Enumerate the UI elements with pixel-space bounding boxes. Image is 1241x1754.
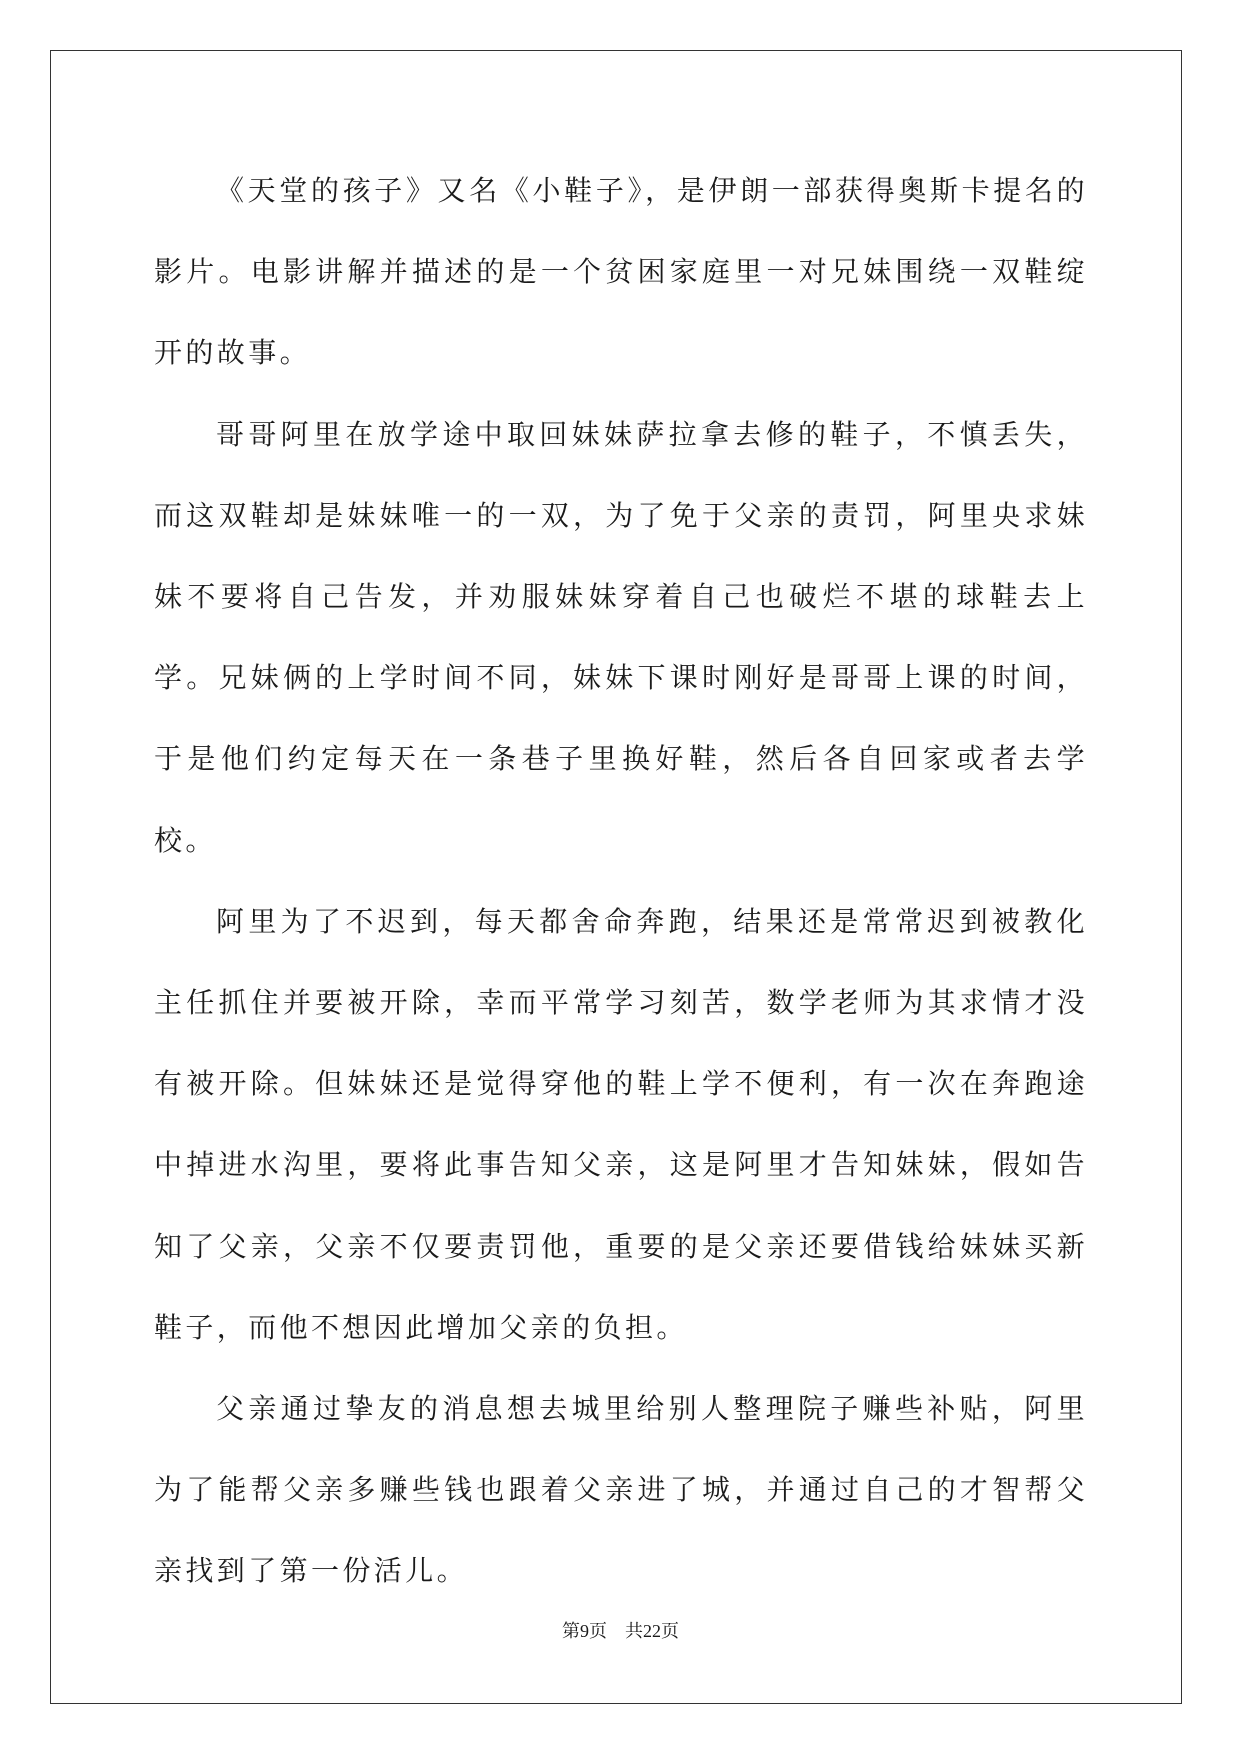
page-number: 9 — [580, 1621, 589, 1641]
paragraph-4: 父亲通过挚友的消息想去城里给别人整理院子赚些补贴，阿里为了能帮父亲多赚些钱也跟着父亲进了城，并通过自己的才智帮父亲找到了第一份活儿。 — [154, 1392, 1088, 1588]
total-suffix: 页 — [661, 1621, 679, 1642]
total-pages: 22 — [643, 1621, 661, 1641]
paragraph-2: 哥哥阿里在放学途中取回妹妹萨拉拿去修的鞋子，不慎丢失，而这双鞋却是妹妹唯一的一双，为了免于父亲的责罚，阿里央求妹妹不要将自己告发，并劝服妹妹穿着自己也破烂不堪的球鞋去上学。兄妹俩的上学时间不同，妹妹下课时刚好是哥哥上课的时间，于是他们约定每天在一条巷子里换好鞋，然后各自回家或者去学校。 — [154, 417, 1088, 857]
page-suffix: 页 — [589, 1621, 607, 1642]
total-prefix: 共 — [625, 1621, 643, 1642]
paragraph-3: 阿里为了不迟到，每天都舍命奔跑，结果还是常常迟到被教化主任抓住并要被开除，幸而平常学习刻苦，数学老师为其求情才没有被开除。但妹妹还是觉得穿他的鞋上学不便利，有一次在奔跑途中掉进水沟里，要将此事告知父亲，这是阿里才告知妹妹，假如告知了父亲，父亲不仅要责罚他，重要的是父亲还要借钱给妹妹买新鞋子，而他不想因此增加父亲的负担。 — [154, 904, 1088, 1344]
paragraph-1: 《天堂的孩子》又名《小鞋子》，是伊朗一部获得奥斯卡提名的影片。电影讲解并描述的是一个贫困家庭里一对兄妹围绕一双鞋绽开的故事。 — [154, 174, 1088, 370]
page-footer — [0, 1619, 1241, 1644]
page-prefix: 第 — [562, 1621, 580, 1642]
document-body — [154, 150, 1088, 1612]
